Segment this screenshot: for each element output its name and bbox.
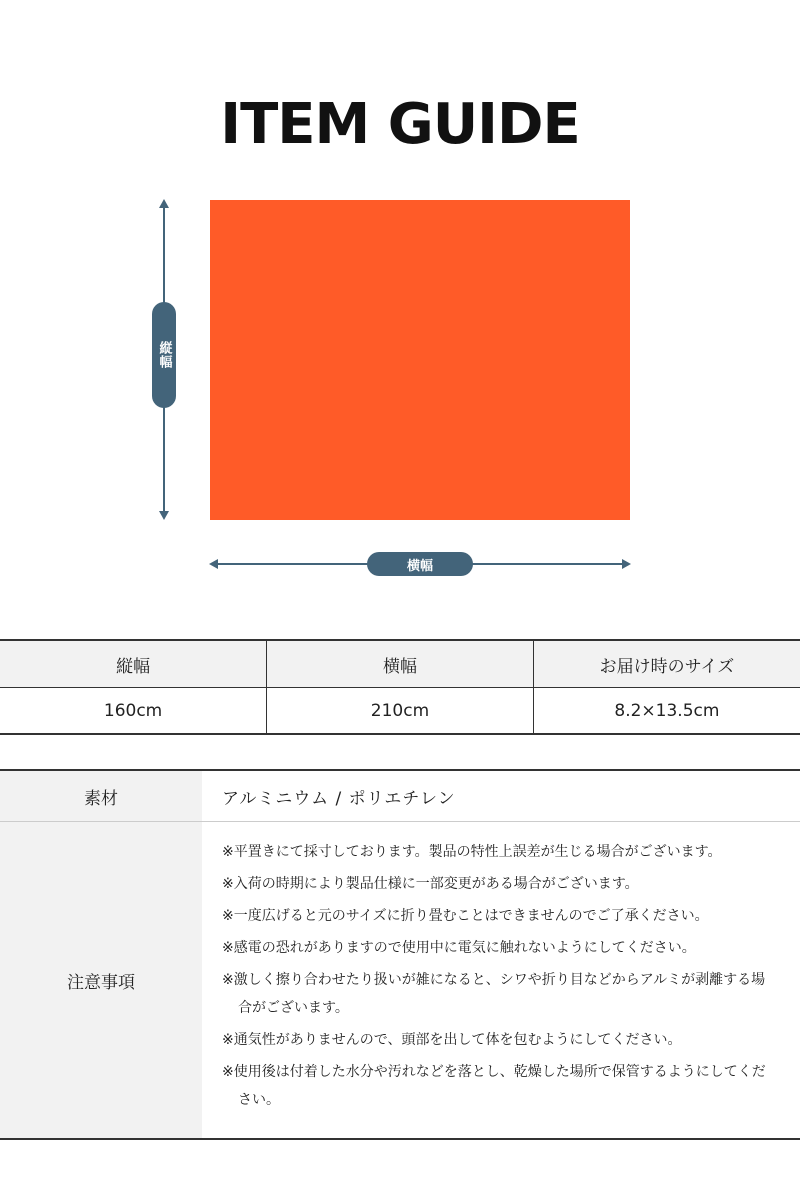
- notes-label: 注意事項: [0, 822, 202, 1140]
- notes-list: [222, 838, 776, 1114]
- spec-table: [0, 769, 800, 1140]
- note-item: ※平置きにて採寸しております。製品の特性上誤差が生じる場合がございます。: [222, 844, 722, 860]
- size-value-height: 160cm: [0, 688, 267, 735]
- arrow-down-icon: [159, 511, 169, 520]
- vertical-dimension-label: 縦幅: [152, 302, 176, 408]
- size-table-value-row: [0, 688, 800, 735]
- size-header-height: 縦幅: [0, 640, 267, 688]
- note-item: ※使用後は付着した水分や汚れなどを落とし、乾燥した場所で保管するようにしてください。: [222, 1064, 766, 1108]
- size-value-width: 210cm: [267, 688, 534, 735]
- note-item: ※激しく擦り合わせたり扱いが雑になると、シワや折り目などからアルミが剥離する場合がございます。: [222, 972, 766, 1016]
- product-swatch: [210, 200, 630, 520]
- size-table: [0, 639, 800, 735]
- note-item: ※入荷の時期により製品仕様に一部変更がある場合がございます。: [222, 876, 639, 892]
- arrow-right-icon: [622, 559, 631, 569]
- size-header-delivery: お届け時のサイズ: [533, 640, 800, 688]
- size-value-delivery: 8.2×13.5cm: [533, 688, 800, 735]
- arrow-left-icon: [209, 559, 218, 569]
- note-item: ※一度広げると元のサイズに折り畳むことはできませんのでご了承ください。: [222, 908, 709, 924]
- arrow-up-icon: [159, 199, 169, 208]
- notes-row: [0, 822, 800, 1140]
- note-item: ※感電の恐れがありますので使用中に電気に触れないようにしてください。: [222, 940, 696, 956]
- material-value: アルミニウム / ポリエチレン: [202, 770, 800, 822]
- page-title: ITEM GUIDE: [220, 92, 580, 157]
- notes-cell: [202, 822, 800, 1140]
- material-row: [0, 770, 800, 822]
- size-header-width: 横幅: [267, 640, 534, 688]
- horizontal-dimension-label: 横幅: [367, 552, 473, 576]
- size-table-header-row: [0, 640, 800, 688]
- note-item: ※通気性がありませんので、頭部を出して体を包むようにしてください。: [222, 1032, 682, 1048]
- material-label: 素材: [0, 770, 202, 822]
